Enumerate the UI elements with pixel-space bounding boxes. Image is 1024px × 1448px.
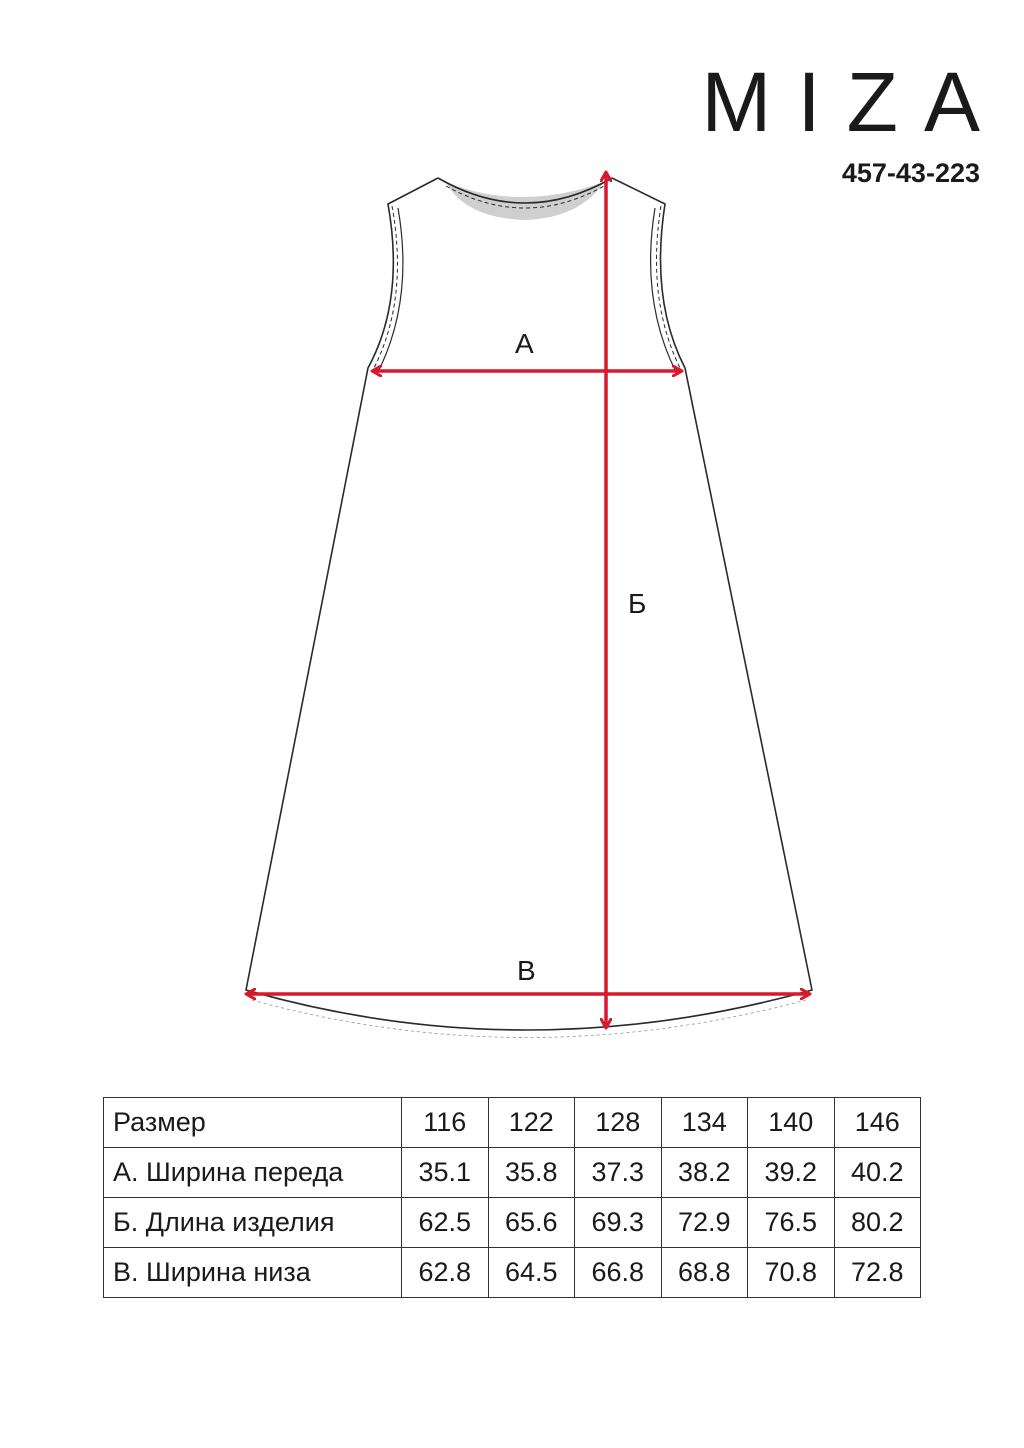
measure-label-c: В	[517, 955, 536, 986]
brand-logo: MIZA	[701, 55, 1006, 149]
value-cell: 37.3	[575, 1148, 662, 1198]
size-cell: 146	[834, 1098, 921, 1148]
row-label: В. Ширина низа	[104, 1248, 402, 1298]
table-row	[104, 1198, 921, 1248]
value-cell: 69.3	[575, 1198, 662, 1248]
value-cell: 72.8	[834, 1248, 921, 1298]
size-cell: 134	[661, 1098, 748, 1148]
measure-label-a: А	[515, 328, 534, 359]
value-cell: 62.5	[402, 1198, 489, 1248]
table-row	[104, 1248, 921, 1298]
table-row	[104, 1148, 921, 1198]
size-cell: 140	[748, 1098, 835, 1148]
value-cell: 62.8	[402, 1248, 489, 1298]
value-cell: 65.6	[488, 1198, 575, 1248]
value-cell: 64.5	[488, 1248, 575, 1298]
size-table	[103, 1097, 921, 1298]
measure-label-b: Б	[628, 588, 647, 619]
row-label: Б. Длина изделия	[104, 1198, 402, 1248]
value-cell: 80.2	[834, 1198, 921, 1248]
right-armhole-trim	[651, 208, 676, 372]
value-cell: 38.2	[661, 1148, 748, 1198]
value-cell: 70.8	[748, 1248, 835, 1298]
article-number: 457-43-223	[841, 158, 980, 188]
row-label: А. Ширина переда	[104, 1148, 402, 1198]
value-cell: 66.8	[575, 1248, 662, 1298]
value-cell: 72.9	[661, 1198, 748, 1248]
size-cell: 128	[575, 1098, 662, 1148]
value-cell: 35.8	[488, 1148, 575, 1198]
hem-stitch	[252, 1000, 806, 1038]
header-label: Размер	[104, 1098, 402, 1148]
value-cell: 40.2	[834, 1148, 921, 1198]
value-cell: 39.2	[748, 1148, 835, 1198]
left-armhole-stitch	[373, 206, 397, 370]
left-armhole-trim	[378, 208, 403, 372]
neckline-inner	[446, 182, 604, 220]
dress-outline	[246, 178, 812, 1030]
value-cell: 68.8	[661, 1248, 748, 1298]
size-header-row	[104, 1098, 921, 1148]
value-cell: 76.5	[748, 1198, 835, 1248]
value-cell: 35.1	[402, 1148, 489, 1198]
size-cell: 116	[402, 1098, 489, 1148]
size-cell: 122	[488, 1098, 575, 1148]
right-armhole-stitch	[657, 206, 682, 370]
